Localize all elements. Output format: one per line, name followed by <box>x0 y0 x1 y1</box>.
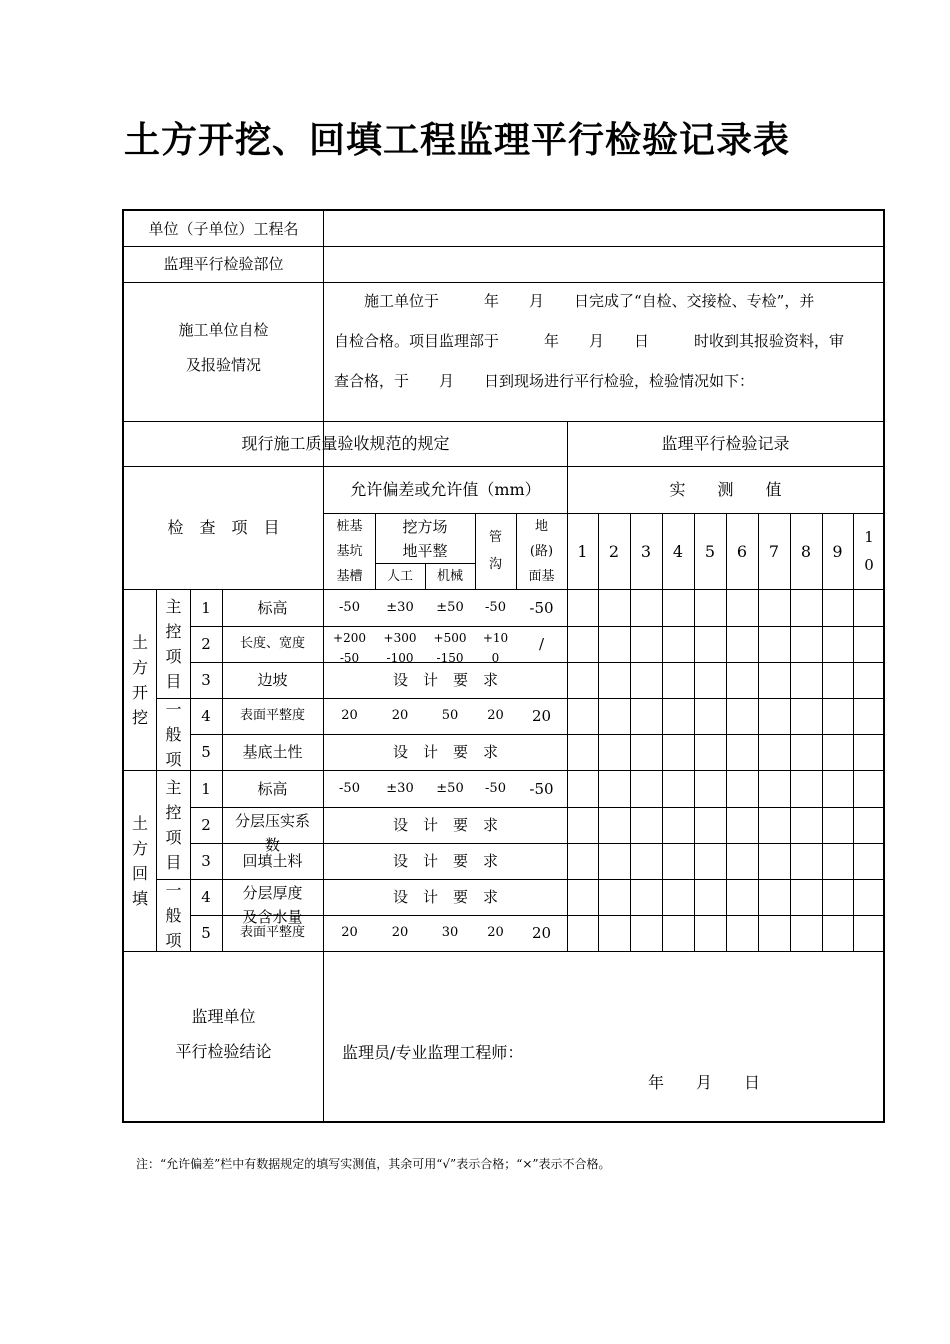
measure-input[interactable] <box>823 698 853 734</box>
col-road-2: (路) <box>529 543 554 559</box>
measure-input[interactable] <box>695 698 726 734</box>
tolerance-value: 20 <box>391 925 409 941</box>
tolerance-value: 30 <box>441 925 459 941</box>
measure-input[interactable] <box>568 662 598 698</box>
project-name-field[interactable] <box>324 211 884 246</box>
measure-input[interactable] <box>599 771 630 807</box>
row-number: 5 <box>201 924 211 942</box>
measure-input[interactable] <box>568 698 598 734</box>
measure-input[interactable] <box>759 915 790 951</box>
row-number: 4 <box>201 888 211 906</box>
measure-input[interactable] <box>854 915 884 951</box>
measure-col-10-a: 1 <box>864 528 874 546</box>
measure-col-1: 1 <box>577 541 588 561</box>
row-item: 表面平整度 <box>239 925 305 941</box>
group-char: 控 <box>165 622 182 641</box>
inspection-part-field[interactable] <box>324 246 884 282</box>
measure-input[interactable] <box>727 590 758 626</box>
measure-input[interactable] <box>759 662 790 698</box>
design-requirement: 设 计 要 求 <box>392 888 498 906</box>
measure-input[interactable] <box>568 590 598 626</box>
measure-input[interactable] <box>727 879 758 915</box>
col-pipe-2: 沟 <box>488 556 502 572</box>
group-backfill <box>124 771 156 951</box>
row-number: 2 <box>201 635 211 653</box>
row-item-line: 分层压实系 <box>234 812 310 830</box>
footnote: 注：“允许偏差”栏中有数据规定的填写实测值，其余可用“√”表示合格；“×”表示不合格。 <box>136 1157 611 1171</box>
measure-input[interactable] <box>631 590 662 626</box>
tolerance-value: -50 <box>339 781 360 797</box>
group-char: 填 <box>131 889 148 908</box>
tolerance-value-line: +300 <box>383 631 417 645</box>
group-char: 项 <box>165 647 182 666</box>
tolerance-value: -50 <box>485 781 506 797</box>
measure-input[interactable] <box>854 662 884 698</box>
measure-input[interactable] <box>854 626 884 662</box>
measure-input[interactable] <box>854 590 884 626</box>
measure-input[interactable] <box>631 807 662 843</box>
tolerance-value-line: -50 <box>339 651 360 666</box>
measure-input[interactable] <box>727 626 758 662</box>
col-road-1: 地 <box>534 518 548 534</box>
tolerance-value-line: +500 <box>433 631 467 645</box>
tolerance-value <box>375 626 425 666</box>
measure-input[interactable] <box>663 590 694 626</box>
row-item <box>222 879 323 926</box>
group-char: 主 <box>165 597 182 616</box>
col-excav-2: 地平整 <box>402 542 448 560</box>
group-char: 项 <box>165 749 182 769</box>
tolerance-value: / <box>538 635 545 653</box>
tolerance-value <box>475 626 516 666</box>
row-number: 5 <box>201 743 211 761</box>
col-road-3: 面基 <box>528 568 555 584</box>
inspection-part-label: 监理平行检验部位 <box>163 255 284 273</box>
col-manual: 人工 <box>386 568 413 584</box>
group-backfill-main <box>157 771 190 879</box>
tolerance-value: ±50 <box>436 781 464 797</box>
conclusion-date: 年 月 日 <box>648 1073 761 1093</box>
measure-input[interactable] <box>695 662 726 698</box>
group-char: 般 <box>165 724 182 744</box>
col-pile-3: 基槽 <box>336 568 363 584</box>
col-pipe-1: 管 <box>488 529 502 545</box>
group-char: 目 <box>165 853 182 872</box>
group-char: 一 <box>165 880 182 900</box>
self-check-text-line: 施工单位于 年 月 日完成了“自检、交接检、专检”，并 <box>334 292 815 310</box>
measure-input[interactable] <box>568 771 598 807</box>
measure-input[interactable] <box>854 698 884 734</box>
measure-input[interactable] <box>759 771 790 807</box>
tolerance-value: ±30 <box>386 600 414 616</box>
group-char: 土 <box>131 633 148 652</box>
self-check-description <box>334 281 876 401</box>
measure-input[interactable] <box>599 698 630 734</box>
self-check-text-line: 查合格，于 月 日到现场进行平行检验，检验情况如下： <box>334 372 755 390</box>
group-backfill-general <box>157 879 190 951</box>
measure-input[interactable] <box>599 843 630 879</box>
group-char: 目 <box>165 672 182 691</box>
tolerance-value-line: 0 <box>491 651 500 666</box>
project-name-label: 单位（子单位）工程名 <box>148 219 299 238</box>
group-char: 一 <box>165 699 182 719</box>
measure-input[interactable] <box>727 771 758 807</box>
row-number: 3 <box>201 852 211 870</box>
measure-input[interactable] <box>568 807 598 843</box>
measure-input[interactable] <box>823 807 853 843</box>
conclusion-label-1: 监理单位 <box>191 1007 256 1027</box>
measure-input[interactable] <box>631 626 662 662</box>
group-excavation-main <box>157 590 190 698</box>
tolerance-value: ±50 <box>436 600 464 616</box>
check-item-header: 检 查 项 目 <box>167 518 280 538</box>
measure-input[interactable] <box>568 915 598 951</box>
col-excav-1: 挖方场 <box>402 517 448 536</box>
tolerance-value: 20 <box>341 925 358 941</box>
tolerance-value <box>324 626 375 666</box>
measure-input[interactable] <box>791 734 822 770</box>
measure-input[interactable] <box>568 879 598 915</box>
measure-input[interactable] <box>854 771 884 807</box>
tolerance-value: -50 <box>485 600 506 616</box>
measure-input[interactable] <box>759 807 790 843</box>
measure-input[interactable] <box>599 807 630 843</box>
measure-col-5: 5 <box>704 541 716 561</box>
measure-input[interactable] <box>631 915 662 951</box>
measure-input[interactable] <box>791 843 822 879</box>
measure-input[interactable] <box>631 843 662 879</box>
measure-input[interactable] <box>599 915 630 951</box>
col-pile-1: 桩基 <box>336 518 363 534</box>
measure-input[interactable] <box>727 698 758 734</box>
group-excavation-general <box>157 698 190 770</box>
measure-input[interactable] <box>695 734 726 770</box>
measure-col-4: 4 <box>672 541 684 561</box>
measure-input[interactable] <box>631 879 662 915</box>
measure-input[interactable] <box>854 879 884 915</box>
group-char: 般 <box>165 905 182 925</box>
group-char: 方 <box>131 658 148 677</box>
measure-input[interactable] <box>599 626 630 662</box>
group-excavation <box>124 590 156 770</box>
design-requirement: 设 计 要 求 <box>392 852 498 870</box>
measure-input[interactable] <box>727 662 758 698</box>
group-char: 项 <box>165 828 182 847</box>
row-item: 长度、宽度 <box>239 636 305 652</box>
measure-input[interactable] <box>759 734 790 770</box>
row-number: 1 <box>201 780 211 798</box>
measure-col-9: 9 <box>832 541 843 561</box>
conclusion-label-2: 平行检验结论 <box>175 1042 272 1062</box>
measure-input[interactable] <box>759 626 790 662</box>
measure-input[interactable] <box>663 879 694 915</box>
tolerance-value: 20 <box>531 924 552 942</box>
measure-input[interactable] <box>791 807 822 843</box>
row-item: 回填土料 <box>242 852 303 870</box>
tolerance-value: 50 <box>441 708 459 724</box>
measure-input[interactable] <box>823 771 853 807</box>
record-header: 监理平行检验记录 <box>661 434 790 454</box>
grid-line <box>123 951 885 952</box>
measure-input[interactable] <box>663 771 694 807</box>
tolerance-value-line: -150 <box>436 651 464 666</box>
measure-input[interactable] <box>663 807 694 843</box>
measure-input[interactable] <box>663 662 694 698</box>
tolerance-value-line: +10 <box>482 631 509 645</box>
measured-header: 实 测 值 <box>669 480 782 500</box>
measure-input[interactable] <box>823 590 853 626</box>
measure-col-6: 6 <box>736 541 748 561</box>
measure-input[interactable] <box>759 698 790 734</box>
measure-input[interactable] <box>823 734 853 770</box>
group-char: 土 <box>131 814 148 833</box>
group-char: 项 <box>165 930 182 950</box>
tolerance-value: 20 <box>341 708 358 724</box>
col-machine: 机械 <box>436 568 463 584</box>
self-check-label-2: 及报验情况 <box>185 356 261 374</box>
measure-input[interactable] <box>568 626 598 662</box>
tolerance-value-line: -100 <box>386 651 414 666</box>
measure-input[interactable] <box>791 771 822 807</box>
row-item: 基底土性 <box>242 743 303 761</box>
group-char: 回 <box>131 864 148 883</box>
measure-input[interactable] <box>854 843 884 879</box>
group-char: 控 <box>165 803 182 822</box>
design-requirement: 设 计 要 求 <box>392 743 498 761</box>
tolerance-value: 20 <box>531 707 552 725</box>
row-item-line: 数 <box>264 836 280 854</box>
row-item-line: 及含水量 <box>242 908 303 926</box>
measure-input[interactable] <box>759 843 790 879</box>
measure-input[interactable] <box>695 771 726 807</box>
measure-input[interactable] <box>631 662 662 698</box>
row-item-line: 分层厚度 <box>242 884 303 902</box>
measure-input[interactable] <box>727 843 758 879</box>
measure-input[interactable] <box>759 879 790 915</box>
measure-col-7: 7 <box>768 541 780 561</box>
measure-input[interactable] <box>663 734 694 770</box>
measure-input[interactable] <box>823 662 853 698</box>
measure-input[interactable] <box>631 771 662 807</box>
measure-input[interactable] <box>727 915 758 951</box>
measure-col-10-b: 0 <box>864 556 874 574</box>
tolerance-value: ±30 <box>386 781 414 797</box>
measure-input[interactable] <box>695 626 726 662</box>
measure-input[interactable] <box>727 734 758 770</box>
measure-input[interactable] <box>599 734 630 770</box>
measure-input[interactable] <box>727 807 758 843</box>
tolerance-value: 20 <box>487 925 504 941</box>
measure-input[interactable] <box>823 626 853 662</box>
spec-header: 现行施工质量验收规范的规定 <box>241 434 450 454</box>
tolerance-value: 20 <box>487 708 504 724</box>
measure-input[interactable] <box>791 590 822 626</box>
design-requirement: 设 计 要 求 <box>392 816 498 834</box>
measure-input[interactable] <box>695 807 726 843</box>
measure-col-2: 2 <box>608 541 620 561</box>
tolerance-value: -50 <box>529 599 554 617</box>
row-item: 标高 <box>257 780 288 798</box>
tolerance-value-line: +200 <box>333 631 366 645</box>
row-item: 标高 <box>257 599 288 617</box>
row-number: 3 <box>201 671 211 689</box>
page-title: 土方开挖、回填工程监理平行检验记录表 <box>124 120 791 161</box>
row-number: 4 <box>201 707 211 725</box>
measure-input[interactable] <box>599 879 630 915</box>
measure-col-8: 8 <box>800 541 812 561</box>
measure-input[interactable] <box>791 879 822 915</box>
measure-input[interactable] <box>631 698 662 734</box>
measure-input[interactable] <box>568 843 598 879</box>
group-char: 挖 <box>131 708 148 727</box>
measure-input[interactable] <box>663 843 694 879</box>
measure-input[interactable] <box>854 734 884 770</box>
measure-input[interactable] <box>791 662 822 698</box>
measure-input[interactable] <box>663 698 694 734</box>
row-number: 1 <box>201 599 211 617</box>
tolerance-value: -50 <box>529 780 554 798</box>
measure-col-3: 3 <box>640 541 652 561</box>
measure-input[interactable] <box>823 915 853 951</box>
row-item: 边坡 <box>257 671 288 689</box>
signer-label: 监理员/专业监理工程师： <box>342 1043 524 1063</box>
measure-input[interactable] <box>599 662 630 698</box>
tolerance-value <box>425 626 475 666</box>
measure-input[interactable] <box>791 626 822 662</box>
measure-input[interactable] <box>823 879 853 915</box>
measure-input[interactable] <box>823 843 853 879</box>
measure-input[interactable] <box>631 734 662 770</box>
row-item <box>222 807 323 854</box>
measure-input[interactable] <box>568 734 598 770</box>
measure-input[interactable] <box>663 915 694 951</box>
tolerance-header: 允许偏差或允许值（mm） <box>350 480 541 500</box>
measure-input[interactable] <box>695 590 726 626</box>
row-number: 2 <box>201 816 211 834</box>
measure-input[interactable] <box>695 915 726 951</box>
measure-input[interactable] <box>759 590 790 626</box>
design-requirement: 设 计 要 求 <box>392 671 498 689</box>
group-char: 方 <box>131 839 148 858</box>
measure-input[interactable] <box>791 915 822 951</box>
measure-input[interactable] <box>791 698 822 734</box>
measure-input[interactable] <box>599 590 630 626</box>
self-check-label-1: 施工单位自检 <box>178 321 269 339</box>
col-pile-2: 基坑 <box>336 543 363 559</box>
self-check-text-line: 自检合格。项目监理部于 年 月 日 时收到其报验资料，审 <box>334 332 845 350</box>
row-item: 表面平整度 <box>239 708 305 724</box>
tolerance-value: 20 <box>391 708 409 724</box>
measure-input[interactable] <box>854 807 884 843</box>
group-char: 开 <box>131 683 148 702</box>
measure-input[interactable] <box>695 843 726 879</box>
measure-input[interactable] <box>663 626 694 662</box>
group-char: 主 <box>165 778 182 797</box>
tolerance-value: -50 <box>339 600 360 616</box>
measure-input[interactable] <box>695 879 726 915</box>
